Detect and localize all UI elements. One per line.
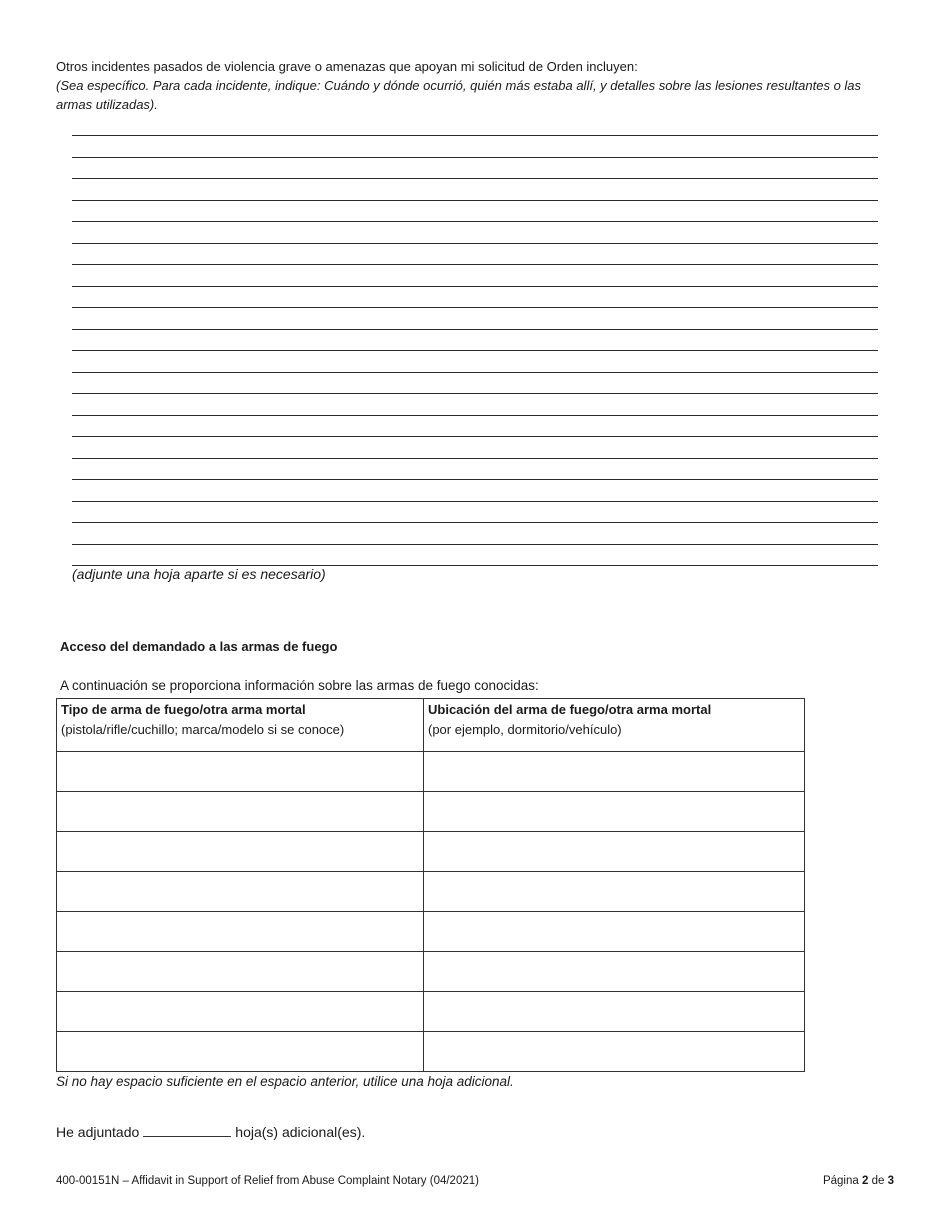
weapon-type-cell[interactable] — [57, 912, 424, 952]
table-row — [57, 752, 805, 792]
table-header-row — [57, 699, 805, 752]
page-label: Página — [822, 1175, 859, 1187]
weapon-location-cell[interactable] — [424, 1032, 805, 1072]
table-row — [57, 1032, 805, 1072]
writing-line[interactable] — [72, 286, 878, 287]
weapon-type-cell[interactable] — [57, 1032, 424, 1072]
attached-prefix: He adjuntado — [56, 1124, 140, 1140]
writing-line[interactable] — [72, 544, 878, 545]
writing-line[interactable] — [72, 135, 878, 136]
writing-line[interactable] — [72, 350, 878, 351]
writing-line[interactable] — [72, 458, 878, 459]
intro-instructions: (Sea específico. Para cada incidente, indique: Cuándo y dónde ocurrió, quién más estaba allí, y detalles sobre las lesiones resultantes o las armas utilizadas). — [56, 78, 862, 112]
table-row — [57, 952, 805, 992]
intro-text: Otros incidentes pasados de violencia grave o amenazas que apoyan mi solicitud de Orden incluyen: — [56, 59, 638, 74]
column-header-type — [57, 699, 424, 752]
table-row — [57, 872, 805, 912]
writing-line[interactable] — [72, 243, 878, 244]
weapon-type-cell[interactable] — [57, 752, 424, 792]
weapon-type-cell[interactable] — [57, 792, 424, 832]
page-total: 3 — [887, 1175, 894, 1187]
column-header-location — [424, 699, 805, 752]
writing-line[interactable] — [72, 393, 878, 394]
table-row — [57, 992, 805, 1032]
table-row — [57, 832, 805, 872]
writing-line[interactable] — [72, 415, 878, 416]
overflow-note: Si no hay espacio suficiente en el espacio anterior, utilice una hoja adicional. — [56, 1074, 514, 1089]
weapon-location-cell[interactable] — [424, 952, 805, 992]
weapon-type-cell[interactable] — [57, 992, 424, 1032]
attached-suffix: hoja(s) adicional(es). — [235, 1124, 366, 1140]
page-current: 2 — [861, 1175, 869, 1187]
weapon-type-cell[interactable] — [57, 872, 424, 912]
column-title: Ubicación del arma de fuego/otra arma mortal — [428, 702, 712, 717]
writing-line[interactable] — [72, 178, 878, 179]
weapon-location-cell[interactable] — [424, 792, 805, 832]
writing-line[interactable] — [72, 372, 878, 373]
table-row — [57, 792, 805, 832]
writing-line[interactable] — [72, 329, 878, 330]
firearms-table — [56, 698, 805, 1072]
table-row — [57, 912, 805, 952]
table-intro: A continuación se proporciona información sobre las armas de fuego conocidas: — [60, 678, 539, 693]
writing-line[interactable] — [72, 264, 878, 265]
intro-block — [56, 57, 886, 114]
attach-sheet-note: (adjunte una hoja aparte si es necesario) — [72, 566, 326, 582]
weapon-type-cell[interactable] — [57, 952, 424, 992]
writing-line[interactable] — [72, 436, 878, 437]
writing-line[interactable] — [72, 157, 878, 158]
writing-line[interactable] — [72, 221, 878, 222]
weapon-location-cell[interactable] — [424, 992, 805, 1032]
column-subtitle: (por ejemplo, dormitorio/vehículo) — [428, 722, 622, 737]
writing-line[interactable] — [72, 522, 878, 523]
writing-line[interactable] — [72, 307, 878, 308]
column-subtitle: (pistola/rifle/cuchillo; marca/modelo si se conoce) — [61, 722, 345, 737]
weapon-location-cell[interactable] — [424, 832, 805, 872]
weapon-location-cell[interactable] — [424, 872, 805, 912]
weapon-location-cell[interactable] — [424, 912, 805, 952]
writing-line[interactable] — [72, 479, 878, 480]
attached-sheets-count-field[interactable] — [143, 1122, 231, 1137]
attached-sheets-line — [56, 1122, 365, 1140]
weapon-type-cell[interactable] — [57, 832, 424, 872]
footer-form-id: 400-00151N – Affidavit in Support of Relief from Abuse Complaint Notary (04/2021) — [56, 1175, 479, 1187]
writing-line[interactable] — [72, 501, 878, 502]
writing-line[interactable] — [72, 200, 878, 201]
footer-page-number — [823, 1175, 894, 1187]
page-of: de — [871, 1175, 885, 1187]
column-title: Tipo de arma de fuego/otra arma mortal — [61, 702, 306, 717]
section-title: Acceso del demandado a las armas de fuego — [60, 639, 338, 654]
weapon-location-cell[interactable] — [424, 752, 805, 792]
